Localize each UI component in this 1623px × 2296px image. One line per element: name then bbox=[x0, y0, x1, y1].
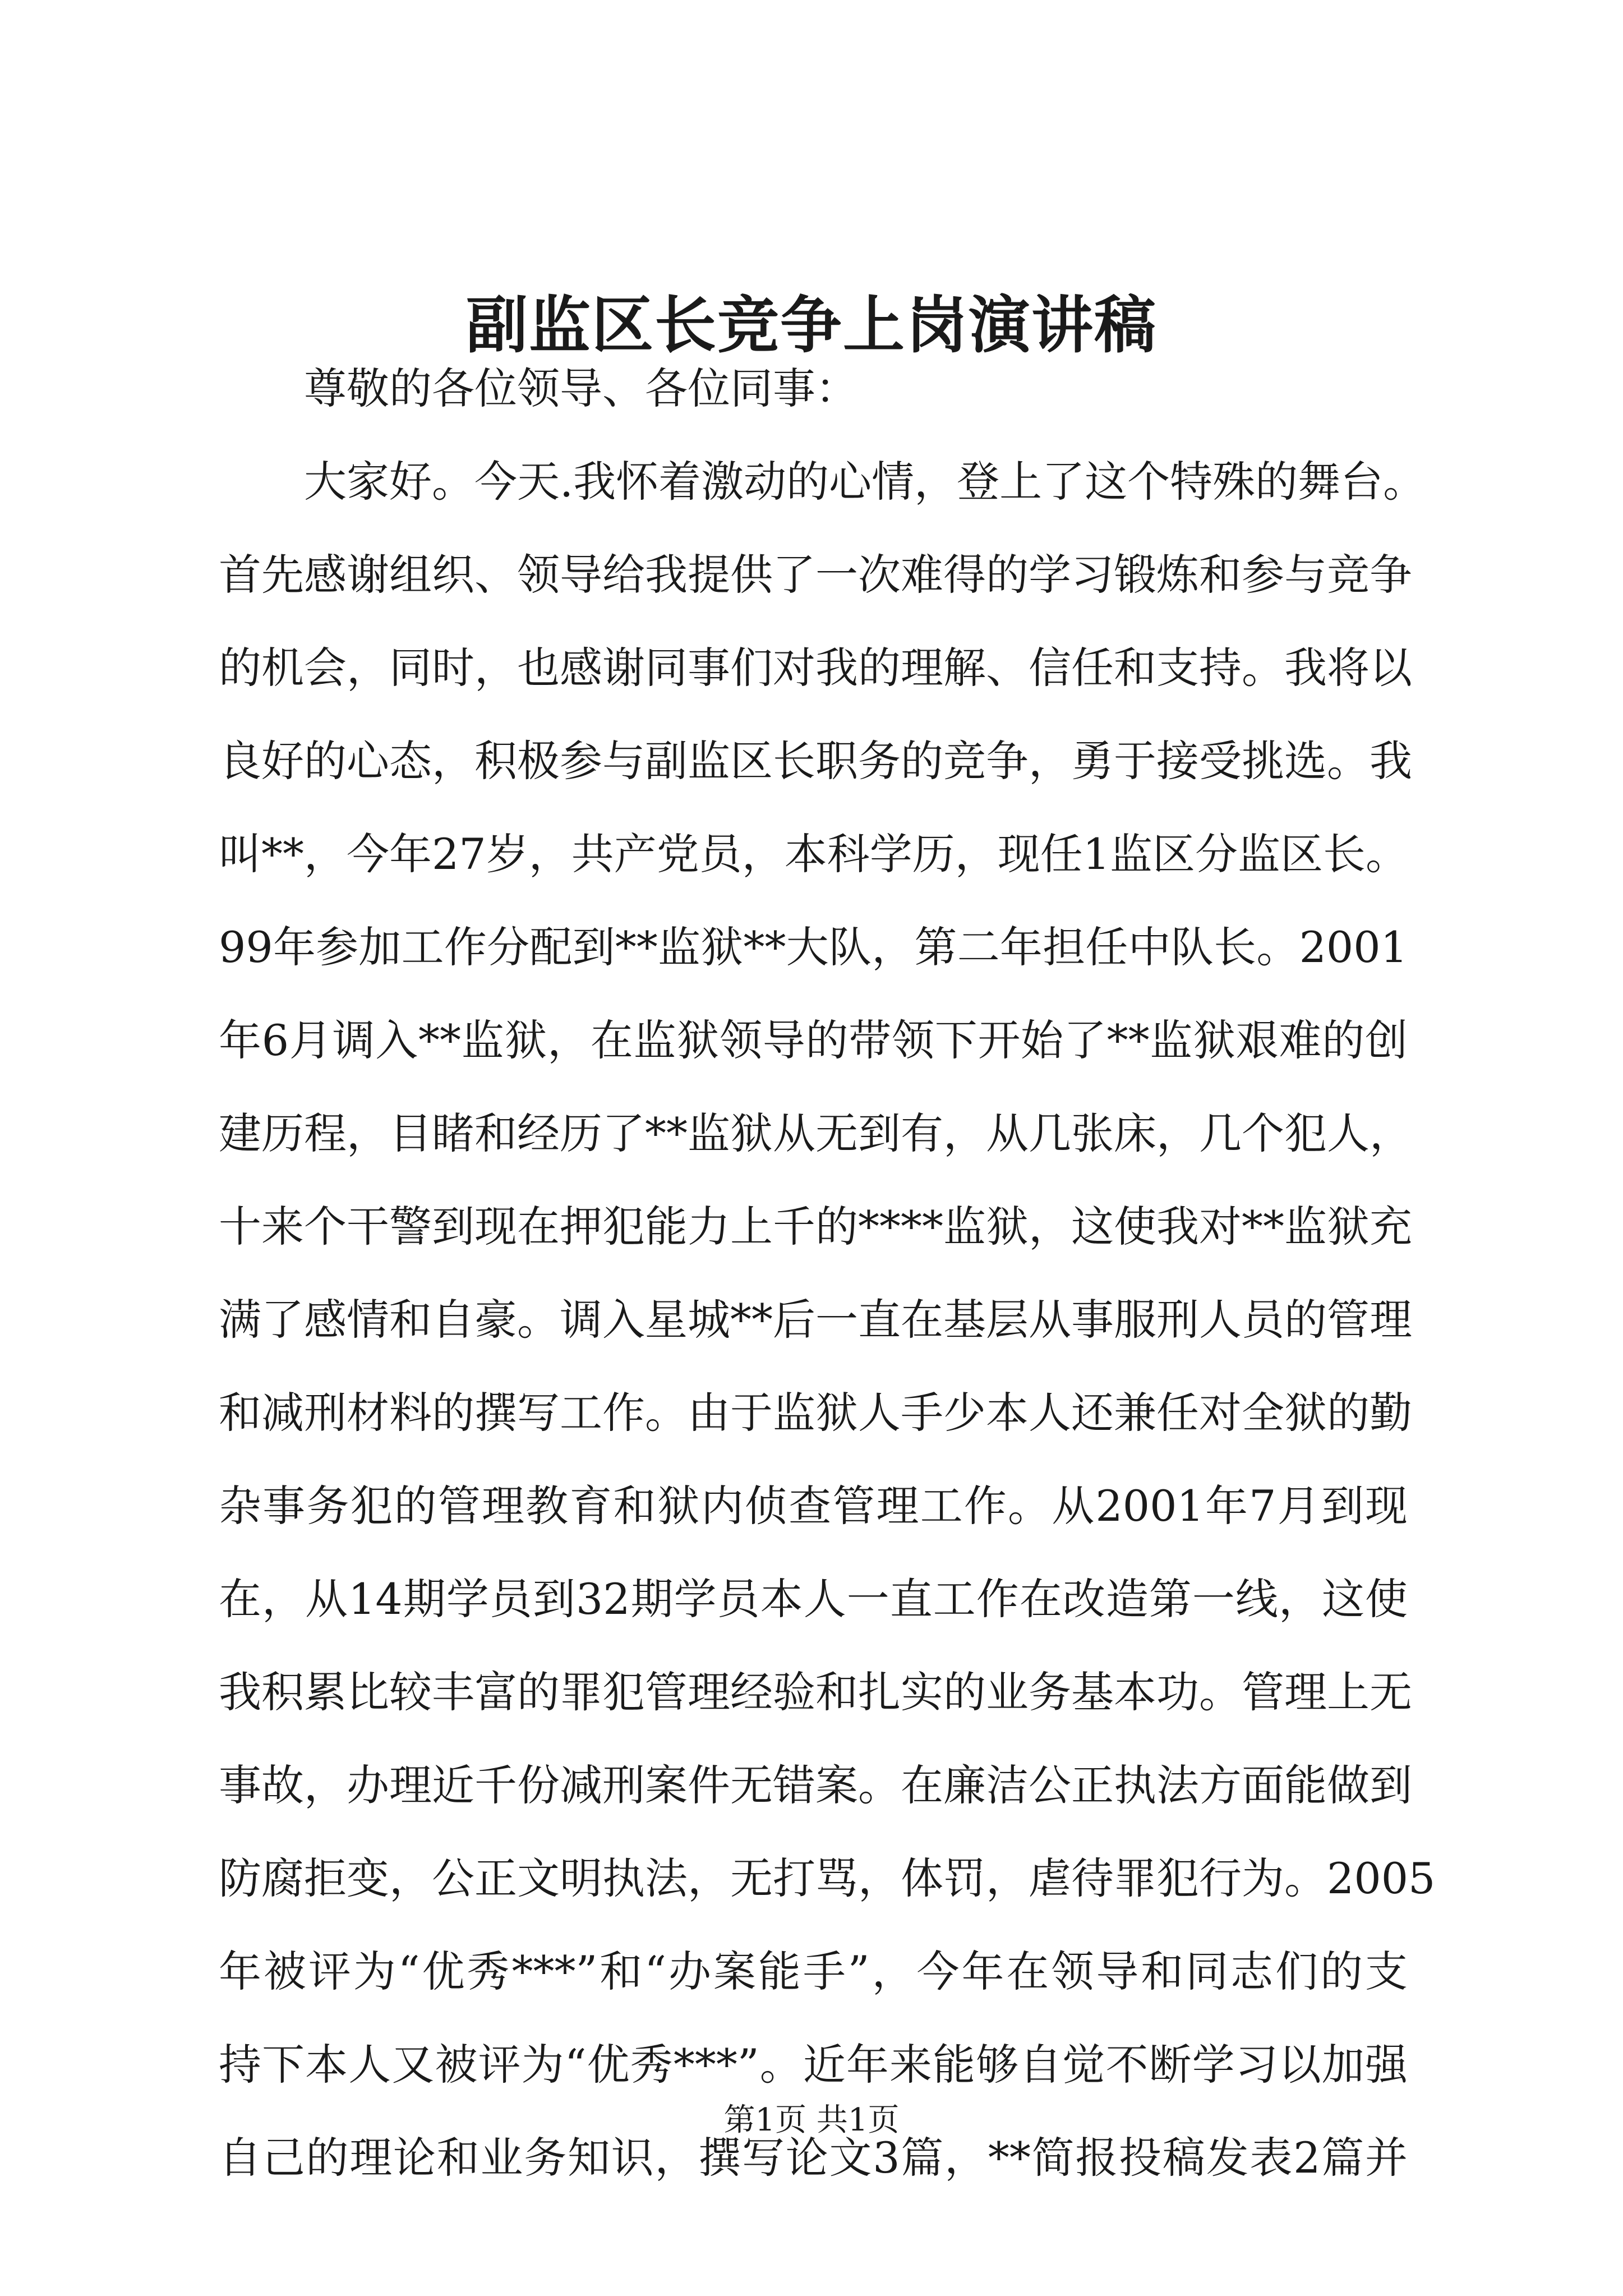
paragraph-line: 十来个干警到现在押犯能力上千的****监狱，这使我对**监狱充 bbox=[219, 1202, 1412, 1251]
paragraph-line: 满了感情和自豪。调入星城**后一直在基层从事服刑人员的管理 bbox=[219, 1295, 1412, 1345]
page-footer: 第1页 共1页 bbox=[723, 2102, 900, 2138]
paragraph-line: 叫**，今年27岁，共产党员，本科学历，现任1监区分监区长。 bbox=[219, 829, 1409, 879]
paragraph-line: 年被评为“优秀***”和“办案能手”，今年在领导和同志们的支 bbox=[219, 1947, 1408, 1996]
paragraph-line: 持下本人又被评为“优秀***”。近年来能够自觉不断学习以加强 bbox=[219, 2040, 1408, 2090]
paragraph-line: 99年参加工作分配到**监狱**大队，第二年担任中队长。2001 bbox=[219, 922, 1408, 972]
paragraph-line: 防腐拒变，公正文明执法，无打骂，体罚，虐待罪犯行为。2005 bbox=[219, 1853, 1436, 1903]
paragraph-line: 我积累比较丰富的罪犯管理经验和扎实的业务基本功。管理上无 bbox=[219, 1667, 1412, 1717]
paragraph-line: 的机会，同时，也感谢同事们对我的理解、信任和支持。我将以 bbox=[219, 643, 1412, 693]
paragraph-line: 大家好。今天.我怀着激动的心情，登上了这个特殊的舞台。 bbox=[304, 457, 1426, 507]
paragraph-line: 首先感谢组织、领导给我提供了一次难得的学习锻炼和参与竞争 bbox=[219, 550, 1412, 600]
paragraph-line: 良好的心态，积极参与副监区长职务的竞争，勇于接受挑选。我 bbox=[219, 736, 1412, 786]
paragraph-line: 年6月调入**监狱，在监狱领导的带领下开始了**监狱艰难的创 bbox=[219, 1015, 1408, 1065]
paragraph-line: 建历程，目睹和经历了**监狱从无到有，从几张床，几个犯人， bbox=[219, 1108, 1412, 1158]
document-body bbox=[219, 342, 1436, 2205]
paragraph-line: 和减刑材料的撰写工作。由于监狱人手少本人还兼任对全狱的勤 bbox=[219, 1388, 1412, 1438]
salutation: 尊敬的各位领导、各位同事： bbox=[304, 364, 858, 413]
document-title: 副监区长竞争上岗演讲稿 bbox=[466, 289, 1157, 361]
paragraph-line: 在，从14期学员到32期学员本人一直工作在改造第一线，这使 bbox=[219, 1574, 1408, 1624]
paragraph-line: 自己的理论和业务知识，撰写论文3篇，**简报投稿发表2篇并 bbox=[219, 2133, 1408, 2183]
paragraph-line: 杂事务犯的管理教育和狱内侦查管理工作。从2001年7月到现 bbox=[219, 1481, 1408, 1531]
paragraph-line: 事故，办理近千份减刑案件无错案。在廉洁公正执法方面能做到 bbox=[219, 1760, 1412, 1810]
